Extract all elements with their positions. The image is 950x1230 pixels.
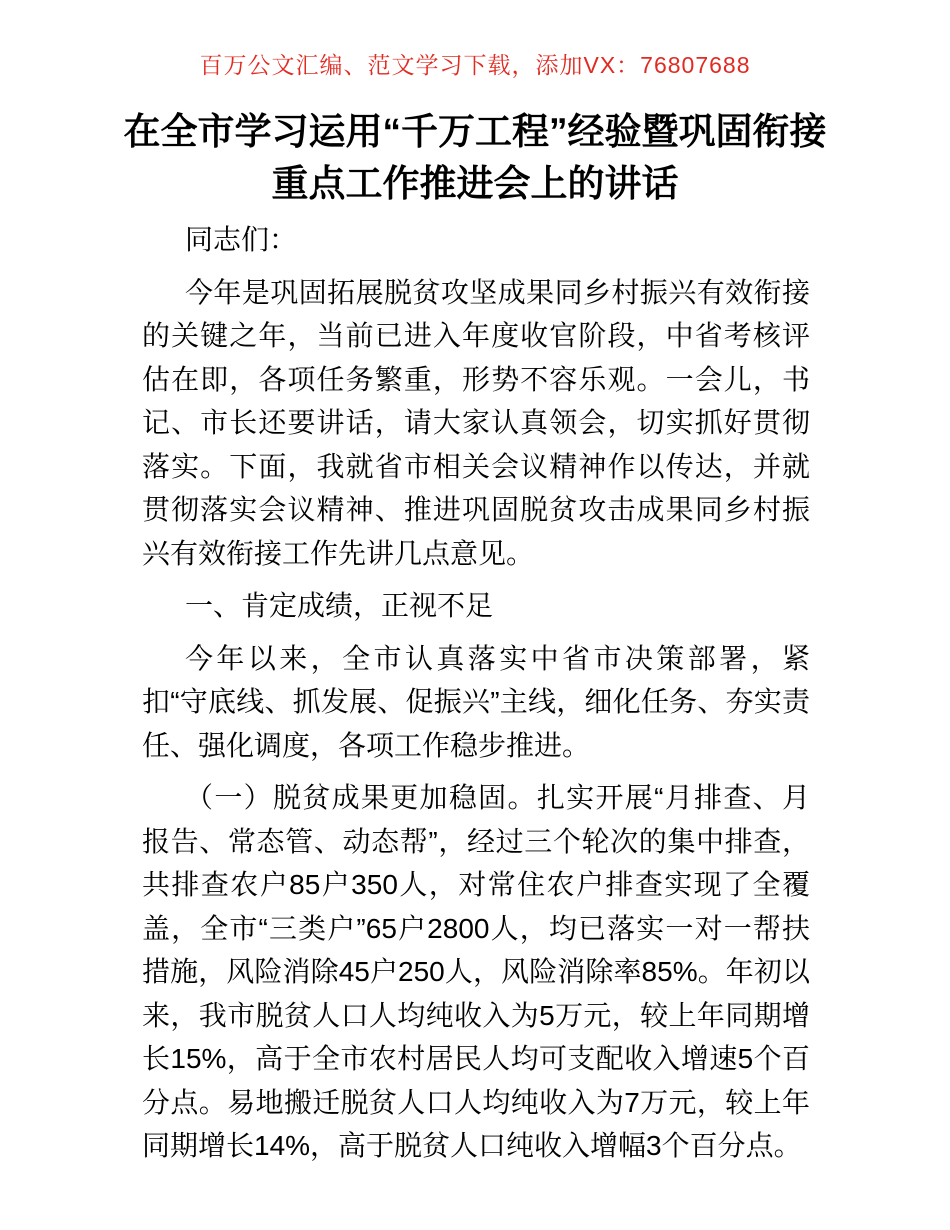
document-title	[80, 106, 870, 210]
overview-paragraph: 今年以来，全市认真落实中省市决策部署，紧扣“守底线、抓发展、促振兴”主线，细化任务、夯实责任、强化调度，各项工作稳步推进。	[142, 642, 810, 761]
greeting-paragraph: 同志们：	[185, 224, 298, 255]
document-title-line1: 在全市学习运用“千万工程”经验暨巩固衔接	[123, 111, 827, 152]
achievement-paragraph-1: （一）脱贫成果更加稳固。扎实开展“月排查、月报告、常态管、动态帮”，经过三个轮次的集中排查，共排查农户85户350人，对常住农户排查实现了全覆盖，全市“三类户”65户2800人，均已落实一对一帮扶措施，风险消除45户250人，风险消除率85%。年初以来，我市脱贫人口人均纯收入为5万元，较上年同期增长15%，高于全市农村居民人均可支配收入增速5个百分点。易地搬迁脱贫人口人均纯收入为7万元，较上年同期增长14%，高于脱贫人口纯收入增幅3个百分点。	[142, 782, 810, 1161]
intro-paragraph: 今年是巩固拓展脱贫攻坚成果同乡村振兴有效衔接的关键之年，当前已进入年度收官阶段，中省考核评估在即，各项任务繁重，形势不容乐观。一会儿，书记、市长还要讲话，请大家认真领会，切实抓好贯彻落实。下面，我就省市相关会议精神作以传达，并就贯彻落实会议精神、推进巩固脱贫攻击成果同乡村振兴有效衔接工作先讲几点意见。	[142, 276, 810, 569]
watermark-notice: 百万公文汇编、范文学习下载，添加VX：76807688	[199, 52, 751, 78]
document-title-line2: 重点工作推进会上的讲话	[271, 163, 679, 204]
section-heading-1: 一、肯定成绩，正视不足	[185, 590, 494, 621]
document-body	[142, 218, 810, 1177]
